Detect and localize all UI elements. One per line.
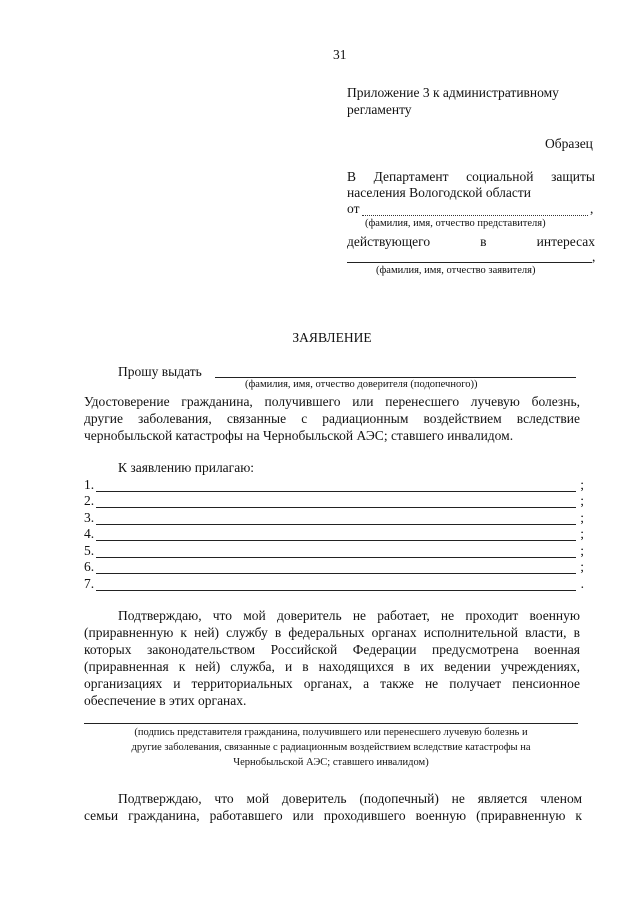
confirmation-2-line-2: семьи гражданина, работавшего или проходившего военную (приравненную к bbox=[84, 808, 582, 823]
request-line-3: чернобыльской катастрофы на Чернобыльской АЭС; ставшего инвалидом. bbox=[84, 428, 514, 443]
attachment-end: . bbox=[580, 576, 584, 591]
from-comma: , bbox=[590, 201, 594, 216]
attachment-number: 1. bbox=[84, 477, 95, 492]
attachment-number: 6. bbox=[84, 559, 95, 574]
attachment-line-7[interactable] bbox=[84, 575, 584, 592]
attachments-heading: К заявлению прилагаю: bbox=[118, 460, 255, 475]
addressee-line-1: В Департамент социальной защиты bbox=[347, 169, 595, 184]
attachment-end: ; bbox=[580, 526, 584, 541]
representative-caption: (фамилия, имя, отчество представителя) bbox=[365, 218, 546, 229]
attachment-line-4[interactable] bbox=[84, 525, 584, 542]
addressee-line-2: населения Вологодской области bbox=[347, 185, 531, 200]
signature-field[interactable] bbox=[84, 723, 578, 724]
request-line-2: другие заболевания, связанные с радиационным воздействием вследствие bbox=[84, 411, 580, 426]
signature-caption-line-1: (подпись представителя гражданина, получившего или перенесшего лучевую болезнь и bbox=[134, 727, 528, 738]
attachment-end: ; bbox=[580, 510, 584, 525]
request-label: Прошу выдать bbox=[118, 364, 202, 379]
confirmation-1-line-3: которых законодательством Российской Федерации предусмотрена военная bbox=[84, 642, 580, 657]
attachment-line-5[interactable] bbox=[84, 542, 584, 559]
applicant-comma: , bbox=[592, 249, 596, 264]
applicant-name-field[interactable] bbox=[347, 262, 592, 263]
acting-on-behalf-line: действующего в интересах bbox=[347, 234, 595, 249]
principal-caption: (фамилия, имя, отчество доверителя (подопечного)) bbox=[245, 379, 478, 390]
attachment-number: 5. bbox=[84, 543, 95, 558]
attachment-end: ; bbox=[580, 543, 584, 558]
confirmation-2-line-1: Подтверждаю, что мой доверитель (подопечный) не является членом bbox=[118, 791, 582, 806]
confirmation-1-line-6: обеспечение в этих органах. bbox=[84, 693, 247, 708]
appendix-line-1: Приложение 3 к административному bbox=[347, 85, 559, 100]
attachment-underline bbox=[96, 573, 576, 574]
request-line-1: Удостоверение гражданина, получившего или перенесшего лучевую болезнь, bbox=[84, 394, 580, 409]
attachment-number: 4. bbox=[84, 526, 95, 541]
attachment-number: 3. bbox=[84, 510, 95, 525]
attachment-end: ; bbox=[580, 477, 584, 492]
appendix-line-2: регламенту bbox=[347, 102, 412, 117]
applicant-caption: (фамилия, имя, отчество заявителя) bbox=[376, 265, 536, 276]
attachment-end: ; bbox=[580, 493, 584, 508]
confirmation-1-line-4: (приравненная к ней) служба, и в находящихся в их ведении учреждениях, bbox=[84, 659, 580, 674]
attachment-underline bbox=[96, 540, 576, 541]
attachment-line-2[interactable] bbox=[84, 492, 584, 509]
attachment-number: 2. bbox=[84, 493, 95, 508]
from-label: от bbox=[347, 201, 360, 216]
attachment-end: ; bbox=[580, 559, 584, 574]
signature-caption-line-3: Чернобыльской АЭС; ставшего инвалидом) bbox=[233, 757, 429, 768]
attachment-underline bbox=[96, 590, 576, 591]
attachment-underline bbox=[96, 507, 576, 508]
confirmation-1-line-5: организациях и территориальных органах, а также не получает пенсионное bbox=[84, 676, 580, 691]
confirmation-1-line-1: Подтверждаю, что мой доверитель не работает, не проходит военную bbox=[118, 608, 580, 623]
attachment-line-6[interactable] bbox=[84, 558, 584, 575]
attachment-line-3[interactable] bbox=[84, 509, 584, 526]
document-title: ЗАЯВЛЕНИЕ bbox=[292, 330, 372, 345]
attachment-number: 7. bbox=[84, 576, 95, 591]
confirmation-1-line-2: (приравненную к ней) службу в федеральных органах исполнительной власти, в bbox=[84, 625, 580, 640]
sample-label: Образец bbox=[545, 136, 593, 151]
attachment-line-1[interactable] bbox=[84, 476, 584, 493]
signature-caption-line-2: другие заболевания, связанные с радиационным воздействием вследствие катастрофы на bbox=[131, 742, 531, 753]
page-number: 31 bbox=[333, 47, 347, 62]
representative-name-field[interactable] bbox=[362, 215, 588, 216]
